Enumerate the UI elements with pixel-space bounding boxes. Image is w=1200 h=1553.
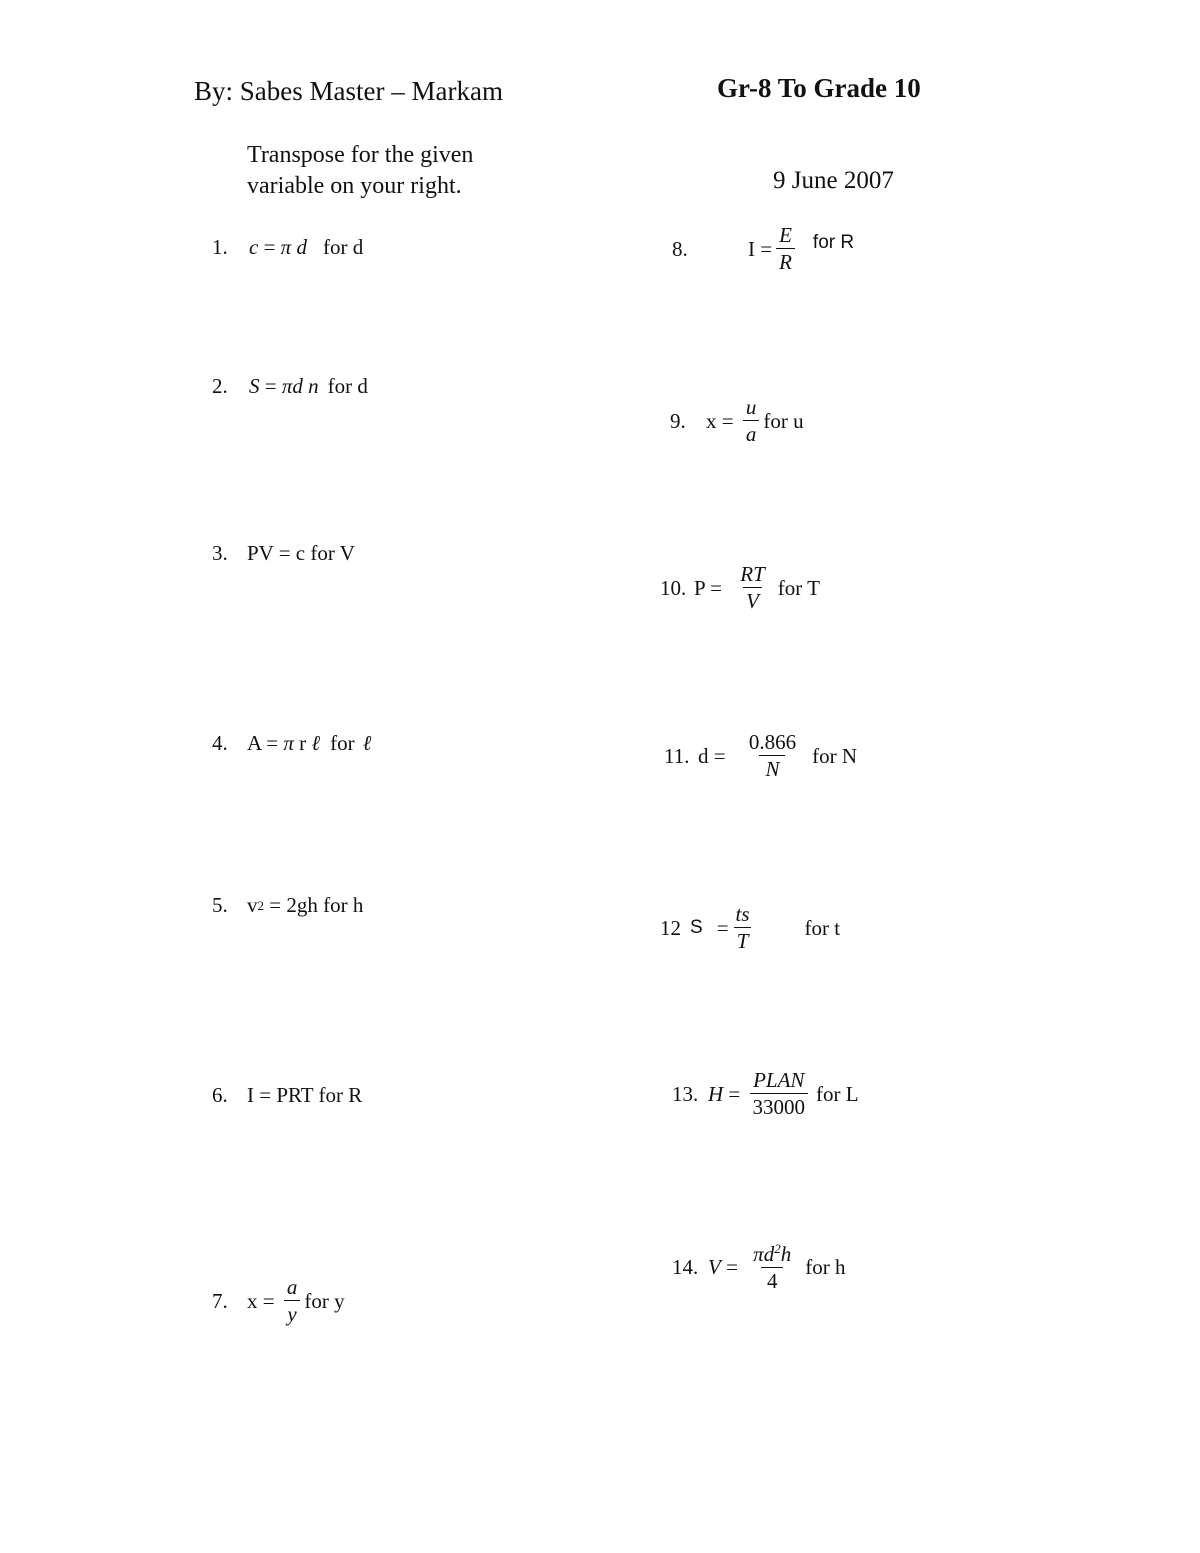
question-number: 7.: [212, 1288, 228, 1313]
q11-for: for N: [812, 743, 857, 768]
q10-for: for T: [777, 575, 820, 600]
q2-equals: =: [259, 374, 282, 398]
q13-numerator: PLAN: [753, 1068, 805, 1092]
q9-denominator: a: [743, 420, 760, 446]
question-number: 12: [660, 915, 681, 940]
q11-fraction: [743, 731, 802, 781]
question-number: 3.: [212, 541, 228, 565]
question-number: 10.: [660, 575, 687, 600]
q2-lhs: S: [249, 374, 260, 398]
q12-for: for t: [804, 915, 841, 940]
q13-equals: =: [723, 1081, 746, 1106]
q14-numerator-h: h: [780, 1242, 792, 1266]
q14-equals: =: [720, 1255, 744, 1280]
q14-fraction: [747, 1242, 797, 1293]
author-line: [194, 76, 503, 107]
question-2: [212, 374, 368, 399]
q12-denominator: T: [734, 927, 752, 953]
q10-numerator: RT: [740, 562, 765, 586]
q4-pi: π: [283, 731, 294, 755]
q14-numerator: [747, 1242, 797, 1267]
q7-lhs: x =: [247, 1288, 280, 1313]
q1-equals: =: [258, 235, 281, 259]
question-9: [670, 396, 804, 446]
instructions: [247, 140, 473, 202]
q12-equals: =: [716, 915, 729, 940]
q14-denominator: 4: [761, 1267, 784, 1293]
question-number: 11.: [664, 743, 690, 768]
question-number: 8.: [672, 236, 688, 261]
q3-expression: PV = c for V: [247, 541, 355, 565]
q9-fraction: [743, 396, 760, 446]
q14-numerator-exponent: 2: [774, 1241, 781, 1256]
question-number: 4.: [212, 731, 228, 755]
q10-denominator: V: [743, 587, 762, 613]
question-7: [212, 1276, 345, 1326]
question-5: [212, 893, 363, 918]
q6-expression: I = PRT for R: [247, 1083, 363, 1107]
q1-lhs: c: [249, 235, 259, 259]
q5-exponent: 2: [257, 897, 264, 913]
q8-for: for R: [812, 232, 855, 254]
question-number: 6.: [212, 1083, 228, 1107]
q4-for: for: [330, 731, 355, 755]
q14-for: for h: [805, 1255, 846, 1280]
q14-numerator-pi-d: πd: [753, 1242, 775, 1266]
q1-for: for d: [322, 235, 364, 259]
question-number: 1.: [212, 235, 228, 259]
date: 9 June 2007: [773, 167, 894, 194]
q9-lhs: x =: [706, 408, 739, 433]
question-12: [660, 903, 840, 953]
question-11: [664, 731, 857, 781]
q7-for: for y: [304, 1288, 345, 1313]
q12-fraction: [733, 903, 753, 953]
question-8: [672, 224, 854, 274]
q5-rest: = 2gh for h: [264, 893, 364, 917]
q11-numerator: 0.866: [748, 730, 797, 754]
q2-for: for d: [327, 374, 368, 398]
page-title: Gr-8 To Grade 10: [717, 73, 921, 103]
question-number: 14.: [672, 1255, 699, 1280]
q13-fraction: [750, 1069, 809, 1119]
author-name: Sabes Master – Markam: [239, 76, 503, 106]
q7-denominator: y: [284, 1300, 299, 1326]
q4-r: r: [293, 731, 312, 755]
q7-numerator: a: [286, 1275, 298, 1299]
q10-lhs: P =: [694, 575, 728, 600]
q13-h: H: [708, 1081, 724, 1106]
q12-s: S: [690, 917, 703, 939]
question-number: 2.: [212, 374, 228, 398]
q4-ell-target: ℓ: [362, 731, 372, 755]
q11-denominator: N: [759, 755, 785, 781]
q13-denominator: 33000: [750, 1093, 809, 1119]
by-label: By:: [194, 76, 234, 106]
q9-numerator: u: [745, 395, 757, 419]
question-13: [672, 1069, 859, 1119]
question-number: 13.: [672, 1081, 699, 1106]
q5-v: v: [247, 893, 258, 917]
q13-for: for L: [816, 1081, 859, 1106]
instructions-line-1: Transpose for the given: [247, 142, 474, 168]
question-14: [672, 1242, 845, 1293]
q7-fraction: [284, 1276, 301, 1326]
q8-fraction: [776, 224, 795, 274]
q12-numerator: ts: [735, 902, 750, 926]
instructions-line-2: variable on your right.: [247, 173, 462, 199]
q4-ell: ℓ: [311, 731, 321, 755]
q4-lhs: A =: [247, 731, 284, 755]
question-1: [212, 235, 363, 260]
q8-numerator: E: [779, 223, 792, 247]
question-10: [660, 563, 820, 613]
q14-v: V: [708, 1255, 721, 1280]
q2-rhs: πd n: [281, 374, 319, 398]
q8-lhs: I =: [748, 236, 773, 261]
question-number: 9.: [670, 408, 686, 433]
q9-for: for u: [763, 408, 804, 433]
question-3: [212, 541, 355, 566]
q11-lhs: d =: [698, 743, 731, 768]
question-6: [212, 1083, 362, 1108]
question-number: 5.: [212, 893, 228, 917]
q1-rhs: π d: [280, 235, 307, 259]
question-4: [212, 731, 371, 756]
q8-denominator: R: [776, 248, 795, 274]
q10-fraction: [737, 563, 768, 613]
